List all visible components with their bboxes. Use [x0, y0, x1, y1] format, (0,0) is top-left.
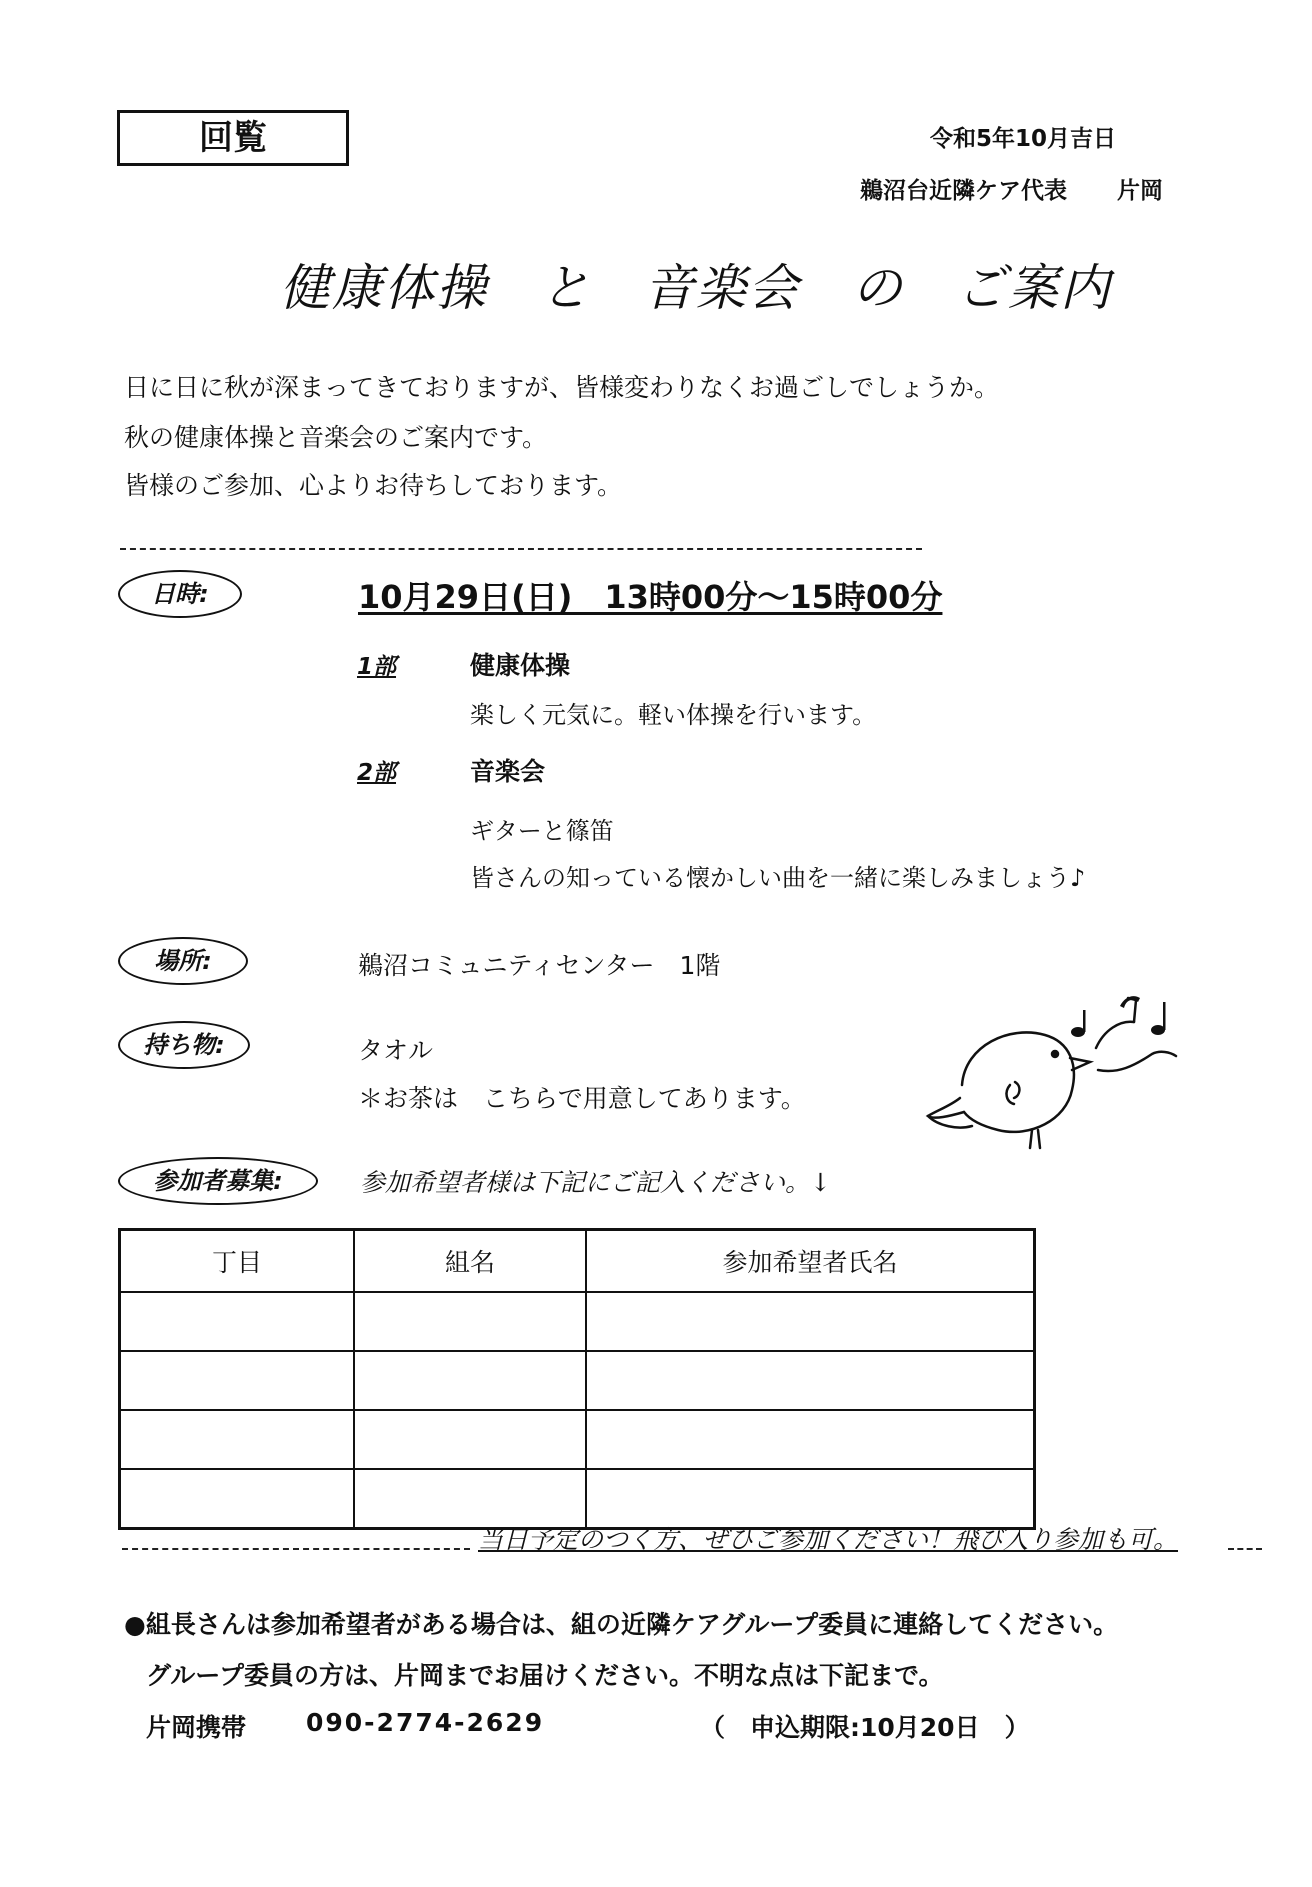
table-cell[interactable]: [586, 1410, 1035, 1469]
sender-name: 片岡: [1117, 178, 1163, 204]
title-part: ご案内: [956, 259, 1112, 317]
part2-title: 音楽会: [470, 757, 546, 786]
page-title: [280, 248, 1164, 320]
walkin-message: 当日予定のつく方、ぜひご参加ください！飛び入り参加も可。: [478, 1525, 1179, 1554]
divider: [1228, 1548, 1262, 1550]
circular-notice-box: 回覧: [117, 110, 349, 166]
registration-label: 参加者募集:: [118, 1157, 318, 1205]
table-cell[interactable]: [354, 1351, 586, 1410]
intro-line: 秋の健康体操と音楽会のご案内です。: [124, 423, 548, 452]
part1-title: 健康体操: [470, 651, 571, 680]
column-header: 丁目: [120, 1230, 355, 1293]
bring-note: ＊お茶は こちらで用意してあります。: [358, 1084, 806, 1113]
intro-line: 日に日に秋が深まってきておりますが、皆様変わりなくお過ごしでしょうか。: [124, 373, 1000, 402]
table-cell[interactable]: [586, 1292, 1035, 1351]
bring-label: 持ち物:: [118, 1021, 250, 1069]
table-cell[interactable]: [586, 1351, 1035, 1410]
part1-description: 楽しく元気に。軽い体操を行います。: [470, 701, 877, 729]
phone-number: 090-2774-2629: [306, 1708, 545, 1737]
application-deadline: （ 申込期限:10月20日 ）: [700, 1713, 1030, 1742]
table-cell[interactable]: [120, 1292, 355, 1351]
title-part: 健康体操: [280, 259, 488, 317]
footer-line: グループ委員の方は、片岡までお届けください。不明な点は下記まで。: [146, 1661, 944, 1690]
title-part: 音楽会: [644, 259, 800, 317]
event-datetime: 10月29日(日) 13時00分～15時00分: [358, 578, 943, 616]
issue-date: 令和5年10月吉日: [930, 126, 1117, 152]
bring-item: タオル: [358, 1036, 434, 1065]
registration-instruction: 参加希望者様は下記にご記入ください。↓: [360, 1168, 831, 1197]
table-row: [120, 1292, 1035, 1351]
column-header: 組名: [354, 1230, 586, 1293]
part1-number: 1部: [357, 654, 397, 680]
intro-line: 皆様のご参加、心よりお待ちしております。: [124, 471, 623, 500]
phone-label: 片岡携帯: [146, 1713, 247, 1742]
table-row: [120, 1410, 1035, 1469]
table-cell[interactable]: [120, 1469, 355, 1529]
column-header: 参加希望者氏名: [586, 1230, 1035, 1293]
place-label: 場所:: [118, 937, 248, 985]
registration-table: [118, 1228, 1036, 1530]
datetime-label: 日時:: [118, 570, 242, 618]
table-cell[interactable]: [120, 1351, 355, 1410]
title-part: と: [540, 259, 592, 317]
singing-bird-illustration: [920, 970, 1220, 1180]
sender-org: 鵜沼台近隣ケア代表: [860, 178, 1067, 204]
part2-number: 2部: [357, 760, 397, 786]
table-row: [120, 1351, 1035, 1410]
sender-line: [860, 172, 1163, 205]
table-cell[interactable]: [354, 1292, 586, 1351]
part2-description: ギターと篠笛: [470, 817, 614, 845]
divider: [122, 1548, 470, 1550]
table-cell[interactable]: [120, 1410, 355, 1469]
part2-description: 皆さんの知っている懐かしい曲を一緒に楽しみましょう♪: [470, 864, 1086, 892]
table-header-row: [120, 1230, 1035, 1293]
event-place: 鵜沼コミュニティセンター 1階: [358, 951, 721, 980]
table-cell[interactable]: [354, 1410, 586, 1469]
footer-line: ●組長さんは参加希望者がある場合は、組の近隣ケアグループ委員に連絡してください。: [124, 1610, 1119, 1639]
divider: [120, 548, 922, 550]
title-part: の: [852, 259, 904, 317]
